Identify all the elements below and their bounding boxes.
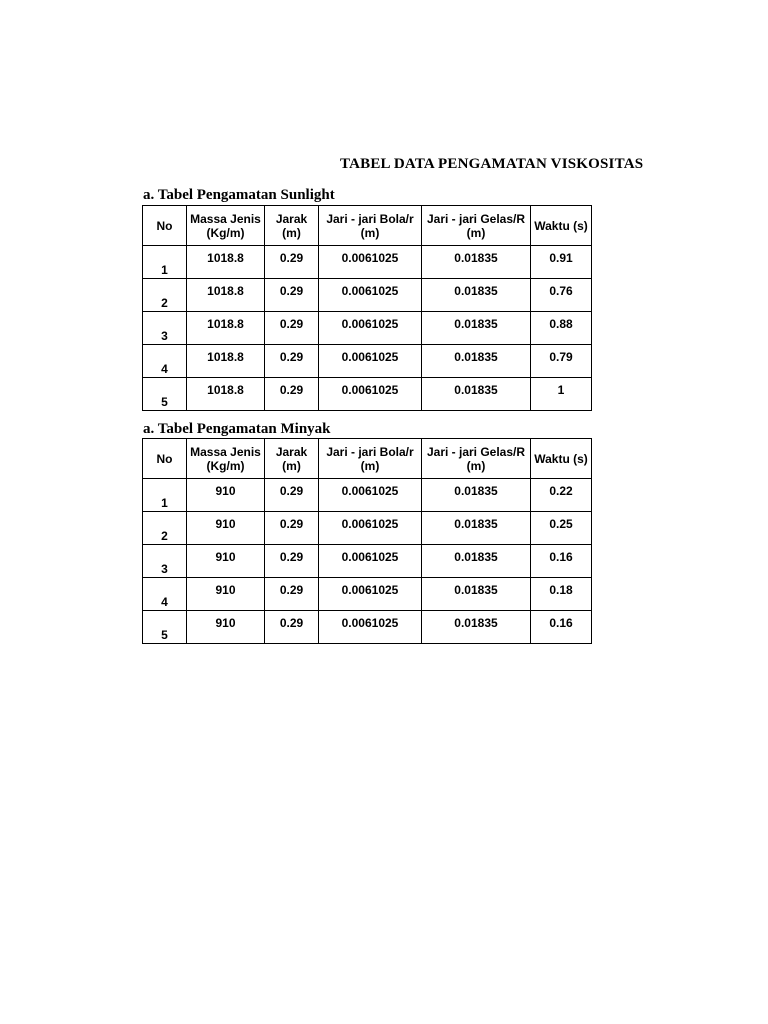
- cell-massa-jenis: 910: [187, 578, 265, 611]
- table-row: [143, 479, 592, 512]
- cell-jari-gelas: 0.01835: [422, 512, 531, 545]
- cell-waktu: 0.76: [531, 279, 592, 312]
- cell-waktu: 0.91: [531, 246, 592, 279]
- cell-jari-gelas: 0.01835: [422, 345, 531, 378]
- column-header-waktu: Waktu (s): [531, 206, 592, 246]
- cell-jari-bola: 0.0061025: [319, 312, 422, 345]
- cell-jari-bola: 0.0061025: [319, 512, 422, 545]
- cell-jarak: 0.29: [265, 312, 319, 345]
- cell-jari-bola: 0.0061025: [319, 545, 422, 578]
- cell-jari-bola: 0.0061025: [319, 611, 422, 644]
- cell-waktu: 0.79: [531, 345, 592, 378]
- column-header-jari-gelas: Jari - jari Gelas/R (m): [422, 206, 531, 246]
- cell-massa-jenis: 1018.8: [187, 279, 265, 312]
- table-row: [143, 378, 592, 411]
- cell-no: 1: [143, 479, 187, 512]
- table-row: [143, 345, 592, 378]
- cell-jari-gelas: 0.01835: [422, 479, 531, 512]
- cell-waktu: 0.18: [531, 578, 592, 611]
- cell-jarak: 0.29: [265, 345, 319, 378]
- cell-massa-jenis: 1018.8: [187, 246, 265, 279]
- table-row: [143, 246, 592, 279]
- cell-no: 2: [143, 512, 187, 545]
- cell-no: 3: [143, 545, 187, 578]
- cell-waktu: 0.16: [531, 545, 592, 578]
- cell-no: 4: [143, 578, 187, 611]
- cell-jari-bola: 0.0061025: [319, 246, 422, 279]
- cell-massa-jenis: 910: [187, 611, 265, 644]
- cell-jari-gelas: 0.01835: [422, 279, 531, 312]
- cell-jari-bola: 0.0061025: [319, 345, 422, 378]
- cell-waktu: 0.16: [531, 611, 592, 644]
- cell-no: 1: [143, 246, 187, 279]
- document-title: TABEL DATA PENGAMATAN VISKOSITAS: [340, 156, 644, 172]
- cell-jari-gelas: 0.01835: [422, 312, 531, 345]
- column-header-jari-bola: Jari - jari Bola/r (m): [319, 206, 422, 246]
- table-minyak: [142, 438, 592, 644]
- cell-massa-jenis: 1018.8: [187, 378, 265, 411]
- cell-no: 4: [143, 345, 187, 378]
- cell-waktu: 0.22: [531, 479, 592, 512]
- table-row: [143, 545, 592, 578]
- cell-waktu: 1: [531, 378, 592, 411]
- cell-no: 3: [143, 312, 187, 345]
- table-title-minyak: a. Tabel Pengamatan Minyak: [143, 421, 331, 437]
- cell-jarak: 0.29: [265, 378, 319, 411]
- cell-jarak: 0.29: [265, 512, 319, 545]
- cell-jari-bola: 0.0061025: [319, 378, 422, 411]
- column-header-massa-jenis: Massa Jenis (Kg/m): [187, 206, 265, 246]
- table-row: [143, 611, 592, 644]
- cell-massa-jenis: 910: [187, 545, 265, 578]
- cell-massa-jenis: 910: [187, 479, 265, 512]
- cell-jari-bola: 0.0061025: [319, 279, 422, 312]
- column-header-no: No: [143, 206, 187, 246]
- table-sunlight: [142, 205, 592, 411]
- column-header-massa-jenis: Massa Jenis (Kg/m): [187, 439, 265, 479]
- cell-jari-gelas: 0.01835: [422, 611, 531, 644]
- cell-jarak: 0.29: [265, 246, 319, 279]
- table-header-row: [143, 439, 592, 479]
- table-row: [143, 279, 592, 312]
- table-title-sunlight: a. Tabel Pengamatan Sunlight: [143, 187, 335, 203]
- cell-jarak: 0.29: [265, 479, 319, 512]
- cell-waktu: 0.88: [531, 312, 592, 345]
- cell-jari-gelas: 0.01835: [422, 545, 531, 578]
- cell-jarak: 0.29: [265, 578, 319, 611]
- cell-no: 5: [143, 378, 187, 411]
- table-row: [143, 312, 592, 345]
- cell-no: 2: [143, 279, 187, 312]
- cell-jarak: 0.29: [265, 279, 319, 312]
- table-row: [143, 512, 592, 545]
- column-header-waktu: Waktu (s): [531, 439, 592, 479]
- cell-jari-bola: 0.0061025: [319, 578, 422, 611]
- cell-jarak: 0.29: [265, 611, 319, 644]
- cell-jari-gelas: 0.01835: [422, 578, 531, 611]
- cell-jari-bola: 0.0061025: [319, 479, 422, 512]
- cell-massa-jenis: 910: [187, 512, 265, 545]
- cell-massa-jenis: 1018.8: [187, 345, 265, 378]
- cell-jari-gelas: 0.01835: [422, 378, 531, 411]
- column-header-jarak: Jarak (m): [265, 439, 319, 479]
- cell-jari-gelas: 0.01835: [422, 246, 531, 279]
- cell-jarak: 0.29: [265, 545, 319, 578]
- column-header-jarak: Jarak (m): [265, 206, 319, 246]
- cell-waktu: 0.25: [531, 512, 592, 545]
- cell-massa-jenis: 1018.8: [187, 312, 265, 345]
- column-header-no: No: [143, 439, 187, 479]
- table-header-row: [143, 206, 592, 246]
- column-header-jari-bola: Jari - jari Bola/r (m): [319, 439, 422, 479]
- column-header-jari-gelas: Jari - jari Gelas/R (m): [422, 439, 531, 479]
- cell-no: 5: [143, 611, 187, 644]
- table-row: [143, 578, 592, 611]
